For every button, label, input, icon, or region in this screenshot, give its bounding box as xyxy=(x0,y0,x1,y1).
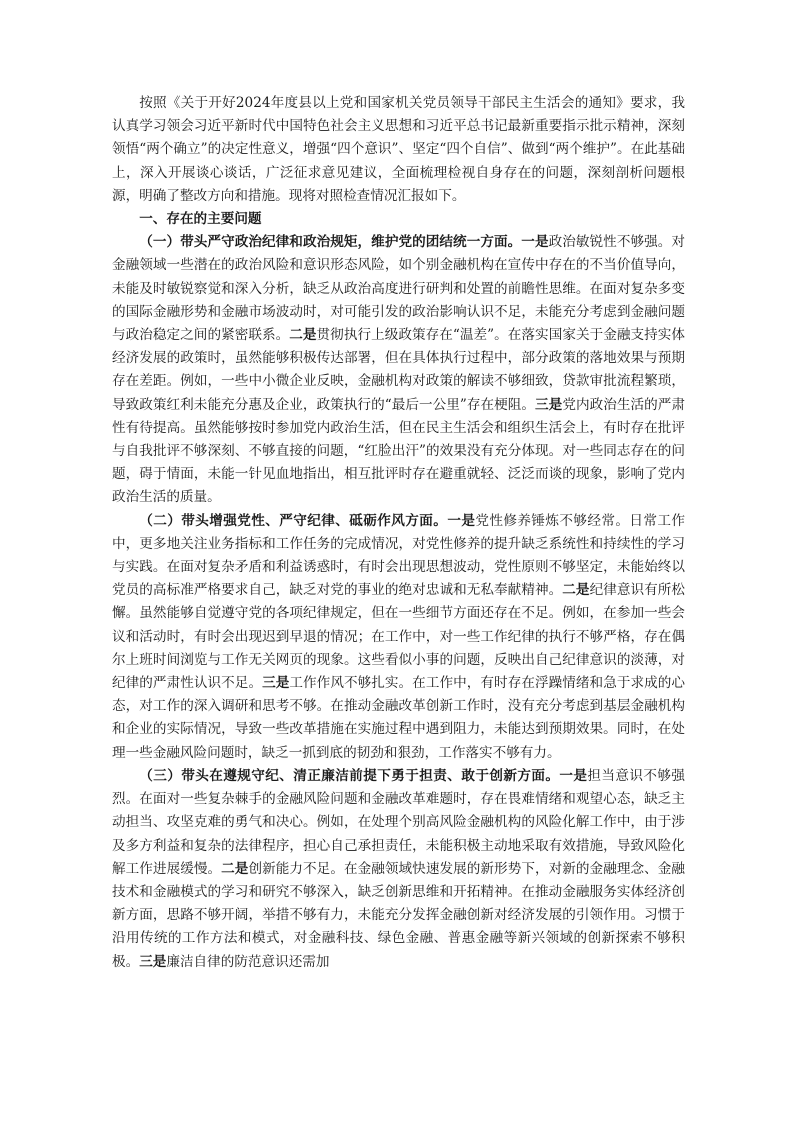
document-page xyxy=(112,92,685,974)
point-text: 党性修养锤炼不够经常。日常工作中，更多地关注业务指标和工作任务的完成情况，对党性修养的提升缺乏系统性和持续性的学习与实践。在面对复杂矛盾和利益诱惑时，有时会出现思想波动，党性原则不够坚定，未能始终以党员的高标准严格要求自己，缺乏对党的事业的绝对忠诚和无私奉献精神。 xyxy=(112,512,686,599)
point-text: 政治敏锐性不够强。对金融领域一些潜在的政治风险和意识形态风险，如个别金融机构在宣传中存在的不当价值导向，未能及时敏锐察觉和深入分析，缺乏从政治高度进行研判和处置的前瞻性思维。在面对复杂多变的国际金融形势和金融市场波动时，对可能引发的政治影响认识不足，未能充分考虑到金融问题与政治稳定之间的紧密联系。 xyxy=(112,234,686,344)
point-marker: 三是 xyxy=(262,675,290,692)
point-text: 党内政治生活的严肃性有待提高。虽然能够按时参加党内政治生活，但在民主生活会和组织生活会上，有时存在批评与自我批评不够深刻、不够直接的问题，“红脸出汗”的效果没有充分体现。对一些同志存在的问题，碍于情面，未能一针见血地指出，相互批评时存在避重就轻、泛泛而谈的现象，影响了党内政治生活的质量。 xyxy=(112,396,686,506)
point-text: 廉洁自律的防范意识还需加 xyxy=(166,953,330,970)
section-heading: 一、存在的主要问题 xyxy=(139,211,262,228)
subsection-heading: （二）带头增强党性、严守纪律、砥砺作风方面。 xyxy=(139,512,448,529)
point-text: 贯彻执行上级政策存在“温差”。在落实国家关于金融支持实体经济发展的政策时，虽然能够积极传达部署，但在具体执行过程中，部分政策的落地效果与预期存在差距。例如，一些中小微企业反映，金融机构对政策的解读不够细致，贷款审批流程繁琐，导致政策红利未能充分惠及企业，政策执行的“最后一公里”存在梗阻。 xyxy=(112,327,686,413)
point-marker: 一是 xyxy=(447,512,476,529)
point-marker: 一是 xyxy=(521,234,549,251)
point-text: 担当意识不够强烈。在面对一些复杂棘手的金融风险问题和金融改革难题时，存在畏难情绪和观望心态，缺乏主动担当、攻坚克难的勇气和决心。例如，在处理个别高风险金融机构的风险化解工作中，由于涉及多方利益和复杂的法律程序，担心自己承担责任，未能积极主动地采取有效措施，导致风险化解工作进展缓慢。 xyxy=(112,767,686,877)
paragraph-responsibility-innovation xyxy=(112,765,685,974)
point-marker: 二是 xyxy=(289,327,317,344)
subsection-heading: （三）带头在遵规守纪、清正廉洁前提下勇于担责、敢于创新方面。 xyxy=(139,767,560,784)
point-marker: 三是 xyxy=(535,396,563,413)
subsection-heading: （一）带头严守政治纪律和政治规矩，维护党的团结统一方面。 xyxy=(139,234,522,251)
point-marker: 二是 xyxy=(562,582,590,599)
point-text: 创新能力不足。在金融领域快速发展的新形势下，对新的金融理念、金融技术和金融模式的学习和研究不够深入，缺乏创新思维和开拓精神。在推动金融服务实体经济创新方面，思路不够开阔，举措不够有力，未能充分发挥金融创新对经济发展的引领作用。习惯于沿用传统的工作方法和模式，对金融科技、绿色金融、普惠金融等新兴领域的创新探索不够积极。 xyxy=(112,860,686,970)
intro-paragraph: 按照《关于开好2024年度县以上党和国家机关党员领导干部民主生活会的通知》要求，我认真学习领会习近平新时代中国特色社会主义思想和习近平总书记最新重要指示批示精神，深刻领悟“两个确立”的决定性意义，增强“四个意识”、坚定“四个自信”、做到“两个维护”。在此基础上，深入开展谈心谈话，广泛征求意见建议，全面梳理检视自身存在的问题，深刻剖析问题根源，明确了整改方向和措施。现将对照检查情况汇报如下。 xyxy=(112,95,685,204)
point-text: 纪律意识有所松懈。虽然能够自觉遵守党的各项纪律规定，但在一些细节方面还存在不足。例如，在参加一些会议和活动时，有时会出现迟到早退的情况；在工作中，对一些工作纪律的执行不够严格，存在偶尔上班时间浏览与工作无关网页的现象。这些看似小事的问题，反映出自己纪律意识的淡薄，对纪律的严肃性认识不足。 xyxy=(112,582,686,692)
point-text: 工作作风不够扎实。在工作中，有时存在浮躁情绪和急于求成的心态，对工作的深入调研和思考不够。在推动金融改革创新工作时，没有充分考虑到基层金融机构和企业的实际情况，导致一些改革措施在实施过程中遇到阻力，未能达到预期效果。同时，在处理一些金融风险问题时，缺乏一抓到底的韧劲和狠劲，工作落实不够有力。 xyxy=(112,675,686,761)
paragraph-political-discipline xyxy=(112,231,685,509)
paragraph-party-spirit xyxy=(112,510,685,765)
point-marker: 二是 xyxy=(221,860,249,877)
point-marker: 三是 xyxy=(139,953,167,970)
point-marker: 一是 xyxy=(559,767,588,784)
